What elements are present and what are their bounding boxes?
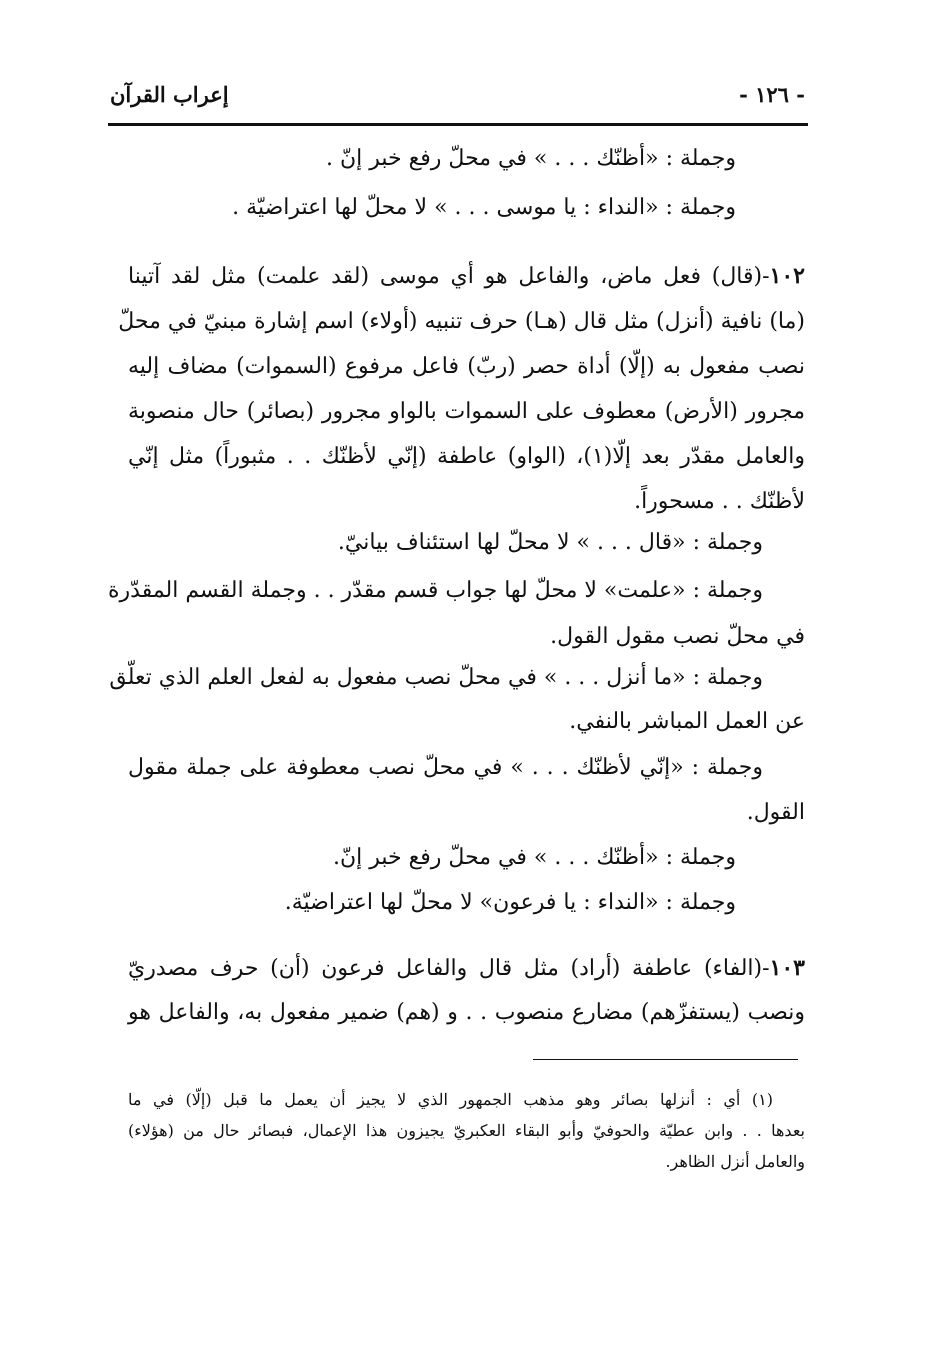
- section-number: ١٠٢: [769, 263, 805, 289]
- paragraph-text: -(الفاء) عاطفة (أراد) مثل قال والفاعل فرعون (أن) حرف مصدريّ: [128, 956, 770, 981]
- book-title: إعراب القرآن: [110, 81, 229, 107]
- jumla-line: في محلّ نصب مقول القول.: [550, 624, 805, 649]
- section-number: ١٠٣: [769, 955, 805, 981]
- footnote-line: بعدها . . وابن عطيّة والحوفيّ وأبو البقاء العكبريّ يجيزون هذا الإعمال، فبصائر حال من (هؤلاء): [128, 1121, 805, 1140]
- paragraph-line: لأظنّك . . مسحوراً.: [634, 489, 805, 514]
- footnote-line: (١) أي : أنزلها بصائر وهو مذهب الجمهور الذي لا يجيز أن يعمل ما قبل (إلّا) في ما: [128, 1090, 773, 1109]
- paragraph-line: (ما) نافية (أنزل) مثل قال (هـا) حرف تنبيه (أولاء) اسم إشارة مبنيّ في محلّ: [118, 309, 805, 334]
- section-103-line: [128, 952, 805, 985]
- jumla-line: وجملة : «علمت» لا محلّ لها جواب قسم مقدّر . . وجملة القسم المقدّرة: [108, 578, 763, 603]
- jumla-line: وجملة : «النداء : يا فرعون» لا محلّ لها اعتراضيّة.: [284, 890, 736, 915]
- paragraph-line: ونصب (يستفزّهم) مضارع منصوب . . و (هم) ضمير مفعول به، والفاعل هو: [128, 1000, 805, 1025]
- jumla-line: وجملة : «إنّي لأظنّك . . . » في محلّ نصب معطوفة على جملة مقول: [128, 755, 763, 780]
- jumla-line: وجملة : «أظنّك . . . » في محلّ رفع خبر إنّ .: [325, 146, 736, 171]
- footnote-line: والعامل أنزل الظاهر.: [665, 1152, 805, 1171]
- footnote-rule: [533, 1059, 798, 1060]
- paragraph-line: مجرور (الأرض) معطوف على السموات بالواو مجرور (بصائر) حال منصوبة: [128, 399, 805, 424]
- jumla-line: القول.: [746, 800, 805, 825]
- paragraph-line: والعامل مقدّر بعد إلّا(١)، (الواو) عاطفة (إنّي لأظنّك . . مثبوراً) مثل إنّي: [128, 444, 805, 469]
- page-number: - ١٢٦ -: [739, 81, 805, 107]
- page-header: [110, 74, 805, 114]
- jumla-line: وجملة : «قال . . . » لا محلّ لها استئناف بيانيّ.: [337, 530, 763, 555]
- paragraph-line: نصب مفعول به (إلّا) أداة حصر (ربّ) فاعل مرفوع (السموات) مضاف إليه: [128, 354, 805, 379]
- header-rule: [108, 123, 808, 126]
- section-102-line: [128, 260, 805, 293]
- jumla-line: وجملة : «ما أنزل . . . » في محلّ نصب مفعول به لفعل العلم الذي تعلّق: [109, 665, 763, 690]
- jumla-line: عن العمل المباشر بالنفي.: [569, 709, 805, 734]
- paragraph-text: -(قال) فعل ماض، والفاعل هو أي موسى (لقد علمت) مثل لقد آتينا: [128, 264, 770, 289]
- jumla-line: وجملة : «النداء : يا موسى . . . » لا محلّ لها اعتراضيّة .: [232, 195, 736, 220]
- jumla-line: وجملة : «أظنّك . . . » في محلّ رفع خبر إنّ.: [332, 845, 736, 870]
